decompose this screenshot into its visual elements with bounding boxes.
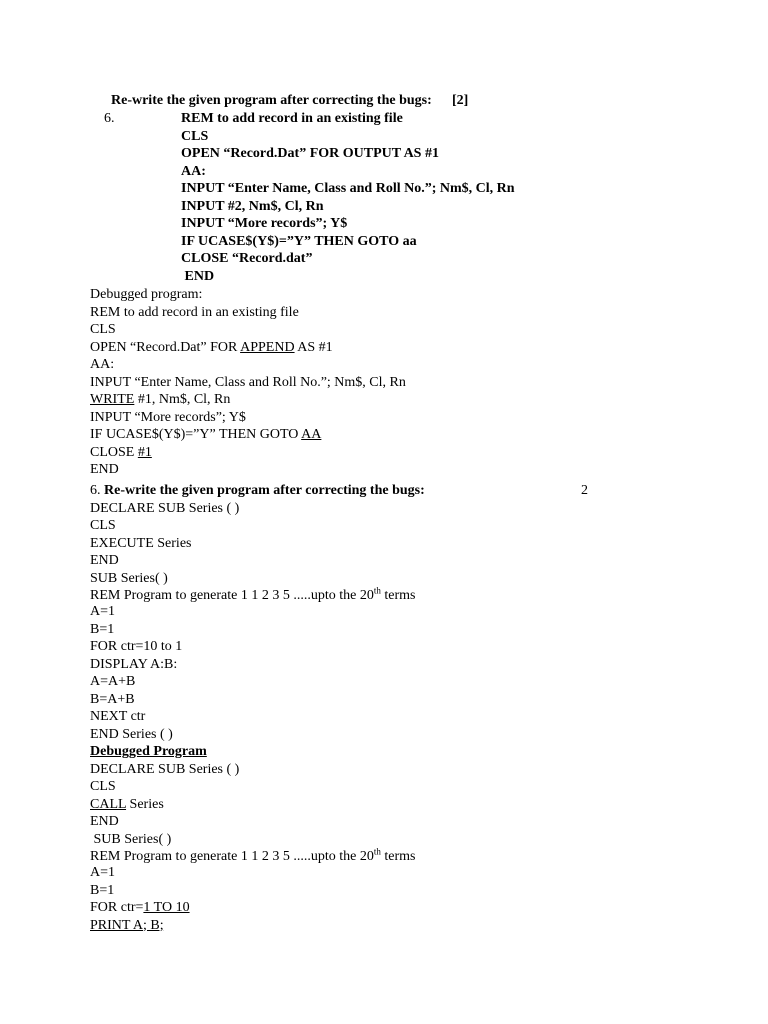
q1-answer-heading: Debugged program: <box>90 287 203 302</box>
q2-answer-line: B=1 <box>90 882 115 898</box>
q2-code-line: CLS <box>90 518 116 533</box>
superscript-th: th <box>373 846 381 857</box>
q2-code-line: FOR ctr=10 to 1 <box>90 639 183 654</box>
q1-answer-line: END <box>90 462 119 477</box>
answer-text: AS #1 <box>294 339 333 355</box>
q2-code-line: SUB Series( ) <box>90 570 168 586</box>
code-text: REM Program to generate 1 1 2 3 5 .....upto the 20 <box>90 588 374 603</box>
q2-answer-line: SUB Series( ) <box>90 831 172 847</box>
q1-answer-line: REM to add record in an existing file <box>90 304 299 320</box>
q2-code-line: A=1 <box>90 604 116 619</box>
q1-code-line: OPEN “Record.Dat” FOR OUTPUT AS #1 <box>181 146 439 161</box>
q1-code-line: INPUT “Enter Name, Class and Roll No.”; Nm$, Cl, Rn <box>181 181 515 196</box>
q2-code-line: NEXT ctr <box>90 709 146 724</box>
answer-text: REM Program to generate 1 1 2 3 5 .....upto the 20 <box>90 849 374 864</box>
q2-code-line <box>90 587 415 605</box>
q1-answer-line <box>90 444 152 462</box>
question-2-text: Re-write the given program after correcting the bugs: <box>104 483 425 498</box>
q2-answer-line: DECLARE SUB Series ( ) <box>90 761 240 777</box>
correction-text: APPEND <box>240 339 295 355</box>
superscript-th: th <box>373 585 381 596</box>
q1-answer-line <box>90 426 321 444</box>
q1-answer-line <box>90 391 230 409</box>
question-2-heading <box>90 482 425 500</box>
code-text: terms <box>380 588 416 603</box>
q1-answer-line: INPUT “More records”; Y$ <box>90 409 246 425</box>
q2-answer-heading: Debugged Program <box>90 744 207 759</box>
q1-code-line: IF UCASE$(Y$)=”Y” THEN GOTO aa <box>181 233 417 249</box>
q2-code-line: END Series ( ) <box>90 726 173 742</box>
q2-answer-line: A=1 <box>90 865 116 880</box>
correction-text: WRITE <box>90 392 135 407</box>
q2-code-line: DECLARE SUB Series ( ) <box>90 500 240 516</box>
q2-code-line: EXECUTE Series <box>90 535 192 551</box>
q2-answer-line <box>90 796 164 814</box>
q1-answer-line: CLS <box>90 322 116 337</box>
answer-text: terms <box>380 849 416 864</box>
q1-code-line: END <box>181 268 215 284</box>
correction-text: CALL <box>90 796 127 812</box>
q1-code-line: CLS <box>181 128 209 144</box>
correction-text: 1 TO 10 <box>143 900 190 915</box>
q2-answer-line: END <box>90 814 119 829</box>
answer-text: IF UCASE$(Y$)=”Y” THEN GOTO <box>90 427 302 442</box>
q1-code-line: CLOSE “Record.dat” <box>181 251 313 266</box>
answer-text: FOR ctr= <box>90 900 144 915</box>
q1-code-line: INPUT #2, Nm$, Cl, Rn <box>181 198 324 214</box>
q1-code-line: AA: <box>181 163 206 179</box>
q2-answer-line: CLS <box>90 779 116 794</box>
q1-answer-line: INPUT “Enter Name, Class and Roll No.”; Nm$, Cl, Rn <box>90 374 406 390</box>
answer-text: OPEN “Record.Dat” FOR <box>90 339 241 355</box>
question-2-marks: 2 <box>581 483 588 498</box>
question-1-marks: [2] <box>452 93 469 108</box>
correction-text: AA <box>301 427 322 442</box>
q2-code-line: B=1 <box>90 621 115 637</box>
q1-code-line: INPUT “More records”; Y$ <box>181 216 348 231</box>
q2-answer-line <box>90 848 415 866</box>
q2-code-line: B=A+B <box>90 691 135 707</box>
question-1-text: Re-write the given program after correcting the bugs: <box>111 93 432 108</box>
answer-text: Series <box>126 796 164 812</box>
q2-answer-line <box>90 899 190 917</box>
q2-code-line: A=A+B <box>90 674 136 689</box>
correction-text: PRINT A; B; <box>90 917 164 933</box>
q2-code-line: END <box>90 553 119 568</box>
question-2-number: 6. <box>90 483 101 498</box>
q1-code-line: REM to add record in an existing file <box>181 111 403 126</box>
correction-text: #1 <box>137 444 152 460</box>
answer-text: #1, Nm$, Cl, Rn <box>134 392 231 407</box>
q2-answer-line <box>90 917 164 935</box>
question-1-number: 6. <box>104 110 115 126</box>
q1-answer-line: AA: <box>90 357 115 372</box>
q2-code-line: DISPLAY A:B: <box>90 656 178 672</box>
q1-answer-line <box>90 339 333 357</box>
answer-text: CLOSE <box>90 444 138 460</box>
